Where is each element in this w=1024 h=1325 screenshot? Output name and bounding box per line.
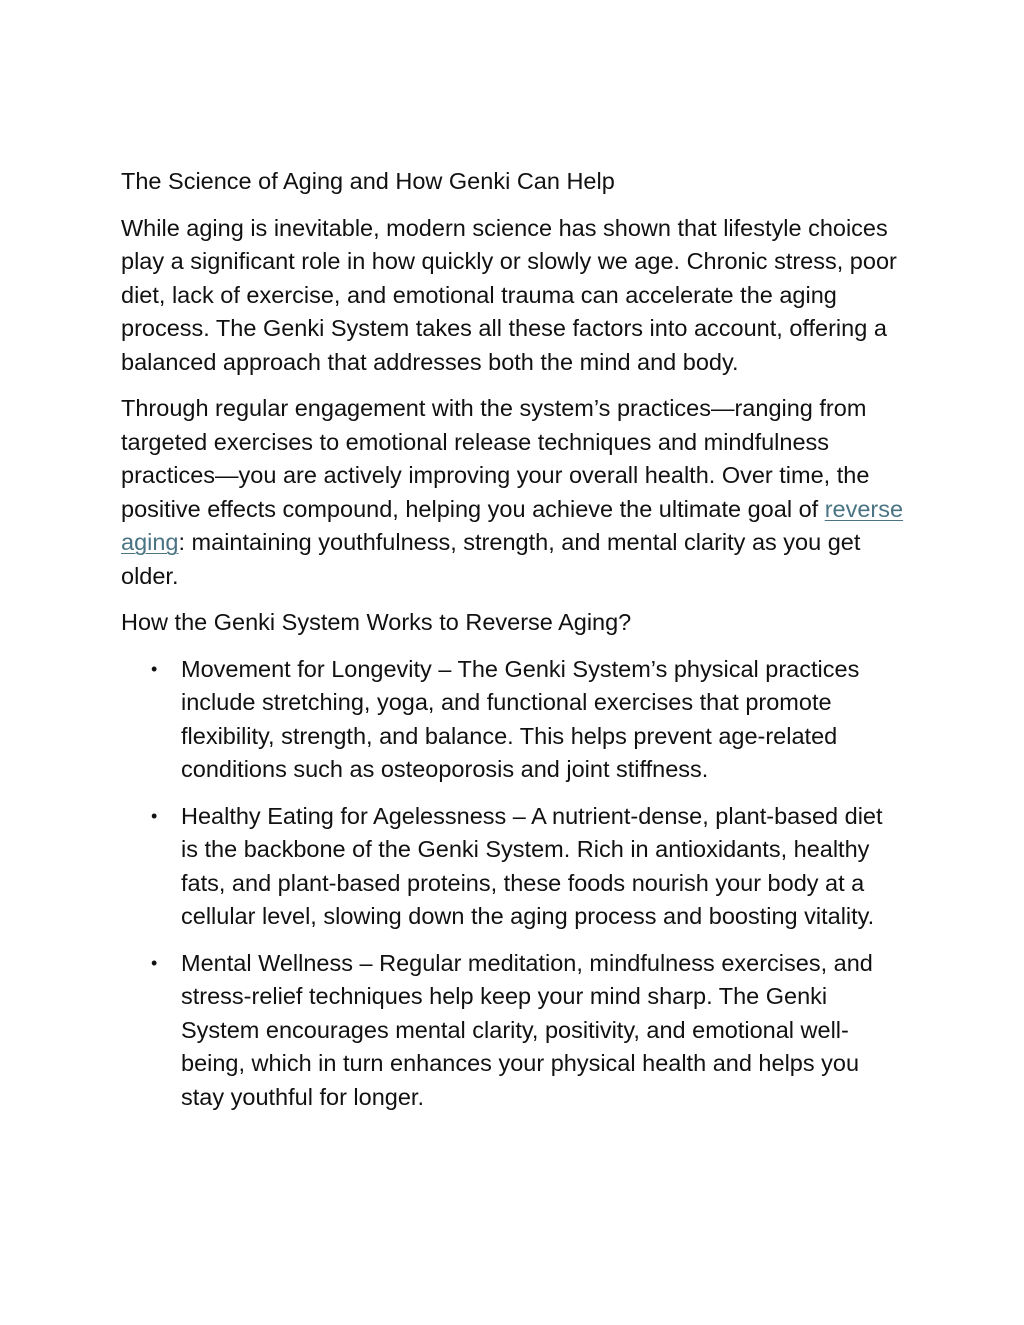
bullet-icon: • <box>151 952 158 973</box>
paragraph-text-before-link: Through regular engagement with the system’s practices—ranging from targeted exercises to emotional release techniques and mindfulness practices—you are actively improving your overall health. Over time, the positive effects compound, helping you achieve the ultimate goal of <box>121 395 870 522</box>
list-item-text: Mental Wellness – Regular meditation, mindfulness exercises, and stress-relief techniques help keep your mind sharp. The Genki System encourages mental clarity, positivity, and emotional well-being, which in turn enhances your physical health and helps you stay youthful for longer. <box>181 949 873 1110</box>
paragraph-regular-engagement <box>121 392 911 593</box>
list-item-text: Healthy Eating for Agelessness – A nutrient-dense, plant-based diet is the backbone of the Genki System. Rich in antioxidants, healthy fats, and plant-based proteins, these foods nourish your body at a cellular level, slowing down the aging process and boosting vitality. <box>181 802 883 929</box>
list-item <box>121 947 896 1115</box>
bullet-icon: • <box>151 805 158 826</box>
list-item <box>121 800 896 934</box>
list-item <box>121 653 896 787</box>
bullet-icon: • <box>151 658 158 679</box>
bullet-list <box>121 653 911 1115</box>
paragraph-text-after-link: : maintaining youthfulness, strength, and mental clarity as you get older. <box>121 529 861 589</box>
section-heading-how-genki-works: How the Genki System Works to Reverse Aging? <box>121 609 632 635</box>
paragraph-aging-lifestyle: While aging is inevitable, modern science has shown that lifestyle choices play a significant role in how quickly or slowly we age. Chronic stress, poor diet, lack of exercise, and emotional trauma can accelerate the aging process. The Genki System takes all these factors into account, offering a balanced approach that addresses both the mind and body. <box>121 214 897 375</box>
reverse-aging-link[interactable]: reverse aging <box>121 495 904 555</box>
list-item-text: Movement for Longevity – The Genki System’s physical practices include stretching, yoga, and functional exercises that promote flexibility, strength, and balance. This helps prevent age-related conditions such as osteoporosis and joint stiffness. <box>181 655 860 782</box>
document-page <box>121 165 911 1127</box>
section-heading-science-of-aging: The Science of Aging and How Genki Can Help <box>121 168 615 194</box>
